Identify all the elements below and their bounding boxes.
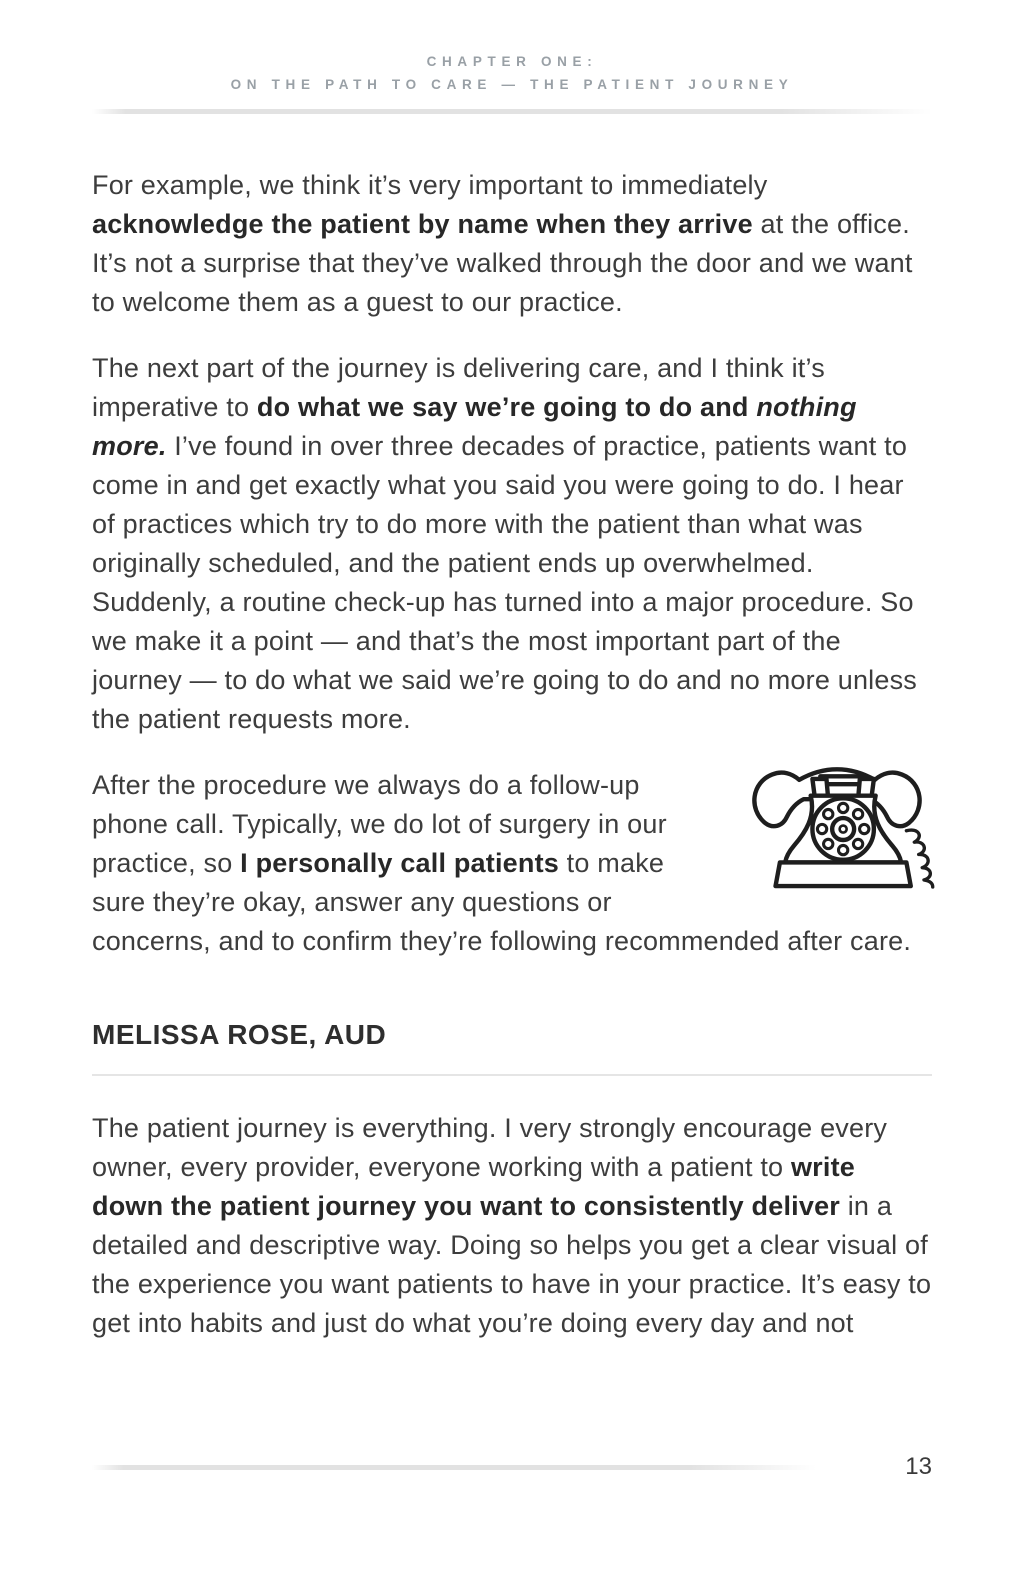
header-rule bbox=[92, 109, 932, 114]
paragraph-3 bbox=[92, 766, 932, 961]
page-footer bbox=[92, 1455, 932, 1479]
text-run: at the office. It’s not a surprise that they’ve walked through the door and we want to welcome them as a guest to our practice. bbox=[92, 209, 913, 317]
chapter-title: ON THE PATH TO CARE — THE PATIENT JOURNEY bbox=[230, 77, 794, 92]
bold-italic-text-run: nothing more. bbox=[92, 392, 857, 461]
chapter-label: CHAPTER ONE: bbox=[426, 54, 598, 69]
text-run: to make sure they’re okay, answer any questions or concerns, and to confirm they’re following recommended after care. bbox=[92, 848, 912, 956]
bold-text-run: I personally call patients bbox=[240, 848, 559, 878]
bold-text-run: write down the patient journey you want to consistently deliver bbox=[92, 1152, 855, 1221]
text-run: After the procedure we always do a follow-up phone call. Typically, we do lot of surgery in our practice, so bbox=[92, 770, 667, 878]
text-run: The next part of the journey is delivering care, and I think it’s imperative to bbox=[92, 353, 825, 422]
running-header bbox=[92, 50, 932, 96]
paragraph-2 bbox=[92, 349, 932, 739]
text-run: I’ve found in over three decades of practice, patients want to come in and get exactly what you said you were going to do. I hear of practices which try to do more with the patient than what was originally scheduled, and the patient ends up overwhelmed. Suddenly, a routine check-up has turned into a major procedure. So we make it a point — and that’s the most important part of the journey — to do what we said we’re going to do and no more unless the patient requests more. bbox=[92, 431, 917, 734]
bold-text-run: acknowledge the patient by name when they arrive bbox=[92, 209, 753, 239]
text-run: The patient journey is everything. I very strongly encourage every owner, every provider, everyone working with a patient to bbox=[92, 1113, 888, 1182]
footer-rule bbox=[92, 1465, 879, 1470]
page-body bbox=[92, 166, 932, 1343]
rotary-phone-icon bbox=[736, 746, 938, 898]
bold-text-run: do what we say we’re going to do and bbox=[256, 392, 757, 422]
paragraph-4 bbox=[92, 1109, 932, 1343]
text-run: For example, we think it’s very important to immediately bbox=[92, 170, 768, 200]
paragraph-1 bbox=[92, 166, 932, 322]
speaker-heading: MELISSA ROSE, AUD bbox=[92, 1019, 387, 1050]
text-run: in a detailed and descriptive way. Doing so helps you get a clear visual of the experience you want patients to have in your practice. It’s easy to get into habits and just do what you’re doing every day and not bbox=[92, 1191, 932, 1338]
page-number: 13 bbox=[905, 1453, 932, 1480]
heading-rule bbox=[92, 1074, 932, 1076]
